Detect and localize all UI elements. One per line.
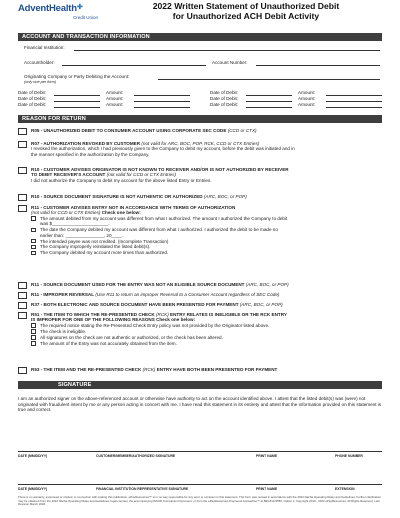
r51-option-3-text: All signatures on the check are not authentic or authorized, or the check has been altered.: [40, 334, 223, 340]
r10b-checkbox[interactable]: [18, 194, 27, 201]
debit-amount-label: Amount:: [298, 102, 316, 107]
r11-option-4: [31, 244, 382, 249]
representative-signature-line[interactable]: [18, 484, 382, 485]
rep-signature-label: FINANCIAL INSTITUTION REPRESENTATIVE SIGNATURE: [96, 487, 189, 491]
financial-institution-field[interactable]: [74, 50, 380, 51]
footer-disclaimer: There is no warranty, expressed or implied, in connection with making this publication. ePayResources™ is in no way responsible for any error or omission in this statement. This form was revised in accordance with the 2022 Nacha Operating Rules and Guidelines. Further clarification may be obtained from the 2022 Nacha Operating Rules and Guidelines, legal counsel, the accompanying WSUD Companion Document, or from the ePayResources Payments Answerline™ at 800-813-5550, Option 2. Copyright 2010 - 2022 ePayResources. All Rights Reserved. Last Revision March 2022.: [18, 495, 382, 506]
r51-option-1-checkbox[interactable]: [31, 323, 36, 328]
r11-option-5: [31, 250, 382, 255]
debit-amount-field[interactable]: [134, 101, 190, 102]
r11-note: (not valid for CCD or CTX Entries): [31, 210, 101, 216]
debit-date-field[interactable]: [54, 107, 100, 108]
customer-signature-line[interactable]: [18, 451, 382, 452]
debit-date-label: Date of Debit:: [18, 102, 47, 107]
debit-amount-field[interactable]: [326, 107, 382, 108]
r10-text: I did not authorize the Company to debit my account for the above listed Entry or Entries.: [31, 177, 212, 183]
logo-sub-text: Credit Union: [72, 15, 98, 20]
r51-label-rest: ENTRY RELATES IS INELIGIBLE OR THE RCK ENTRY: [170, 312, 287, 317]
r51-option-4: [31, 341, 382, 346]
r10-checkbox[interactable]: [18, 167, 27, 174]
account-number-field[interactable]: [256, 65, 380, 66]
form-title: [110, 1, 382, 21]
r10-label-line-2: TO DEBIT RECEIVER'S ACCOUNT: [31, 172, 106, 178]
r05-label: R05 - UNAUTHORIZED DEBIT TO CONSUMER ACCOUNT USING CORPORATE SEC CODE: [31, 128, 227, 133]
title-line-2: for Unauthorized ACH Debit Activity: [172, 11, 320, 21]
debit-date-field[interactable]: [246, 95, 292, 96]
rep-extension-label: EXTENSION: [335, 487, 355, 491]
r53-note: (RCK): [142, 367, 156, 372]
accountholder-field[interactable]: [62, 65, 206, 66]
form-header: [18, 1, 382, 31]
r51-check-one: Check one below:: [156, 317, 196, 323]
customer-signature-label: CUSTOMER/MEMBER/AUTHORIZED SIGNATURE: [96, 454, 176, 458]
r11-option-4-text: The Company improperly reinitiated the listed debit(s).: [40, 244, 151, 250]
r51-option-4-checkbox[interactable]: [31, 341, 36, 346]
r37-checkbox[interactable]: [18, 302, 27, 309]
customer-phone-label: PHONE NUMBER: [335, 454, 363, 458]
r11-option-3-checkbox[interactable]: [31, 239, 36, 244]
r11-option-2-text: The date the Company debited my account was different from what I authorized. I authorized the debit to be made no: [40, 227, 278, 233]
r51-option-2-text: The check is ineligible.: [40, 329, 87, 335]
debit-amount-label: Amount:: [298, 90, 316, 95]
debit-date-label: Date of Debit:: [210, 102, 239, 107]
r11-option-5-text: The Company debited my account more times than authorized.: [40, 250, 169, 256]
r10b-note: (ARC, BOC, or POP): [203, 194, 247, 199]
debit-amount-field[interactable]: [134, 95, 190, 96]
r37-label: R37 - BOTH ELECTRONIC AND SOURCE DOCUMENT HAVE BEEN PRESENTED FOR PAYMENT: [31, 302, 239, 307]
r11-label: R11 - CUSTOMER ADVISES ENTRY NOT IN ACCORDANCE WITH TERMS OF AUTHORIZATION: [31, 205, 236, 210]
r07-text-1: I revoked the authorization, which I had previously given to the Company to debit my account, before the debit was initiated and in: [31, 146, 295, 152]
r11-option-1-amount: was $______________________.: [40, 221, 110, 227]
r11b-checkbox[interactable]: [18, 282, 27, 289]
r11-option-3-text: The intended payee was not credited. (Incomplete Transaction): [40, 238, 169, 244]
account-number-label: Account Number:: [212, 60, 248, 65]
r51-label-line-2: IS IMPROPER FOR ONE OF THE FOLLOWING REASONS: [31, 317, 155, 323]
debit-amount-label: Amount:: [106, 102, 124, 107]
r51-option-1: [31, 323, 382, 328]
r11-option-4-checkbox[interactable]: [31, 245, 36, 250]
debit-amount-field[interactable]: [326, 101, 382, 102]
debit-date-field[interactable]: [246, 107, 292, 108]
r11c-checkbox[interactable]: [18, 292, 27, 299]
r11c-label: R11 - IMPROPER REVERSAL: [31, 292, 95, 297]
r07-checkbox[interactable]: [18, 141, 27, 148]
logo-cross-icon: ✚: [76, 4, 83, 11]
debit-date-label: Date of Debit:: [210, 96, 239, 101]
r11-option-2: [31, 227, 382, 238]
debit-amount-label: Amount:: [298, 96, 316, 101]
r53-label: R53 - THE ITEM AND THE RE-PRESENTED CHECK: [31, 367, 142, 372]
debit-amount-label: Amount:: [106, 96, 124, 101]
signature-statement: I am an authorized signer on the above-referenced account or otherwise have authority to act on the account identified above. I attest that the listed debit(s) was (were) not originated with fraudulent intent by me or any person acting in concert with me. I have read this statement in its entirety and attest that the information provided on this statement is true and correct.: [18, 396, 382, 413]
r11-check-one: Check one below:: [101, 210, 141, 216]
r10-label: R10 - CUSTOMER ADVISES ORIGINATOR IS NOT KNOWN TO RECEIVER AND/OR IS NOT AUTHORIZED BY RECEIVER: [31, 167, 289, 172]
debit-date-field[interactable]: [54, 101, 100, 102]
r37-note: (ARC, BOC, or POP): [239, 302, 283, 307]
r53-label-rest: ENTRY HAVE BOTH BEEN PRESENTED FOR PAYMENT: [156, 367, 278, 372]
r07-text-2: the manner specified in the authorization by the Company.: [31, 151, 150, 157]
r10-note: (not valid for CCD or CTX Entries): [106, 172, 177, 178]
debit-date-label: Date of Debit:: [18, 90, 47, 95]
r51-option-3-checkbox[interactable]: [31, 335, 36, 340]
originating-company-field[interactable]: [158, 79, 380, 80]
r11-option-3: [31, 239, 382, 244]
r51-label: R51 - THE ITEM TO WHICH THE RE-PRESENTED CHECK: [31, 312, 155, 317]
one-per-form-note: (only one per form): [24, 80, 57, 84]
r11-option-1: [31, 216, 382, 227]
r51-checkbox[interactable]: [18, 312, 27, 319]
r05-checkbox[interactable]: [18, 128, 27, 135]
debit-amount-field[interactable]: [326, 95, 382, 96]
r51-option-1-text: The required notice stating the Re-Presented Check Entry policy was not provided by the Originator listed above.: [40, 323, 270, 329]
r11-option-2-checkbox[interactable]: [31, 228, 36, 233]
r51-option-4-text: The amount of the Entry was not accurately obtained from the item.: [40, 340, 177, 346]
rep-date-label: DATE (MM/DD/YY): [18, 487, 48, 491]
title-line-1: 2022 Written Statement of Unauthorized Debit: [152, 1, 340, 11]
r05-note: (CCD or CTX): [227, 128, 257, 133]
accountholder-label: Accountholder:: [24, 60, 55, 65]
debit-date-field[interactable]: [54, 95, 100, 96]
financial-institution-label: Financial Institution:: [24, 45, 65, 50]
logo-main-text: AdventHealth: [18, 3, 77, 14]
r11-option-2-date: earlier than: _______________, 20____.: [40, 232, 124, 238]
debit-date-label: Date of Debit:: [210, 90, 239, 95]
rep-print-name-label: PRINT NAME: [256, 487, 278, 491]
debit-amount-field[interactable]: [134, 107, 190, 108]
r11b-note: (ARC, BOC, or POP): [245, 282, 289, 287]
customer-date-label: DATE (MM/DD/YY): [18, 454, 48, 458]
r51-option-3: [31, 335, 382, 340]
r11-option-1-text: The amount debited from my account was different from what I authorized. The amount I authorized the Company to debit: [40, 216, 288, 222]
r51-option-2-checkbox[interactable]: [31, 329, 36, 334]
r51-note: (RCK): [155, 312, 169, 317]
r07-note: (not valid for ARC, BOC, POP, RCK, CCD or CTX Entries): [141, 141, 260, 146]
r11-option-5-checkbox[interactable]: [31, 251, 36, 256]
account-section-heading: ACCOUNT AND TRANSACTION INFORMATION: [18, 33, 382, 41]
customer-print-name-label: PRINT NAME: [256, 454, 278, 458]
debit-amount-label: Amount:: [106, 90, 124, 95]
adventhealth-logo: [18, 3, 100, 29]
r11-option-1-checkbox[interactable]: [31, 216, 36, 221]
signature-section-heading: SIGNATURE: [18, 381, 382, 389]
r11b-label: R11 - SOURCE DOCUMENT USED FOR THE ENTRY WAS NOT AN ELIGIBLE SOURCE DOCUMENT: [31, 282, 245, 287]
r07-label: R07 - AUTHORIZATION REVOKED BY CUSTOMER: [31, 141, 141, 146]
originating-company-label: Originating Company or Party Debiting the Account:: [24, 74, 130, 79]
r51-option-2: [31, 329, 382, 334]
reason-section-heading: REASON FOR RETURN: [18, 115, 382, 123]
r10b-label: R10 - SOURCE DOCUMENT SIGNATURE IS NOT AUTHENTIC OR AUTHORIZED: [31, 194, 203, 199]
debit-date-field[interactable]: [246, 101, 292, 102]
r11c-note: (Use R11 to return an improper Reversal to a Consumer Account regardless of SEC Code): [95, 292, 280, 297]
r53-checkbox[interactable]: [18, 367, 27, 374]
debit-date-label: Date of Debit:: [18, 96, 47, 101]
r11-checkbox[interactable]: [18, 205, 27, 212]
